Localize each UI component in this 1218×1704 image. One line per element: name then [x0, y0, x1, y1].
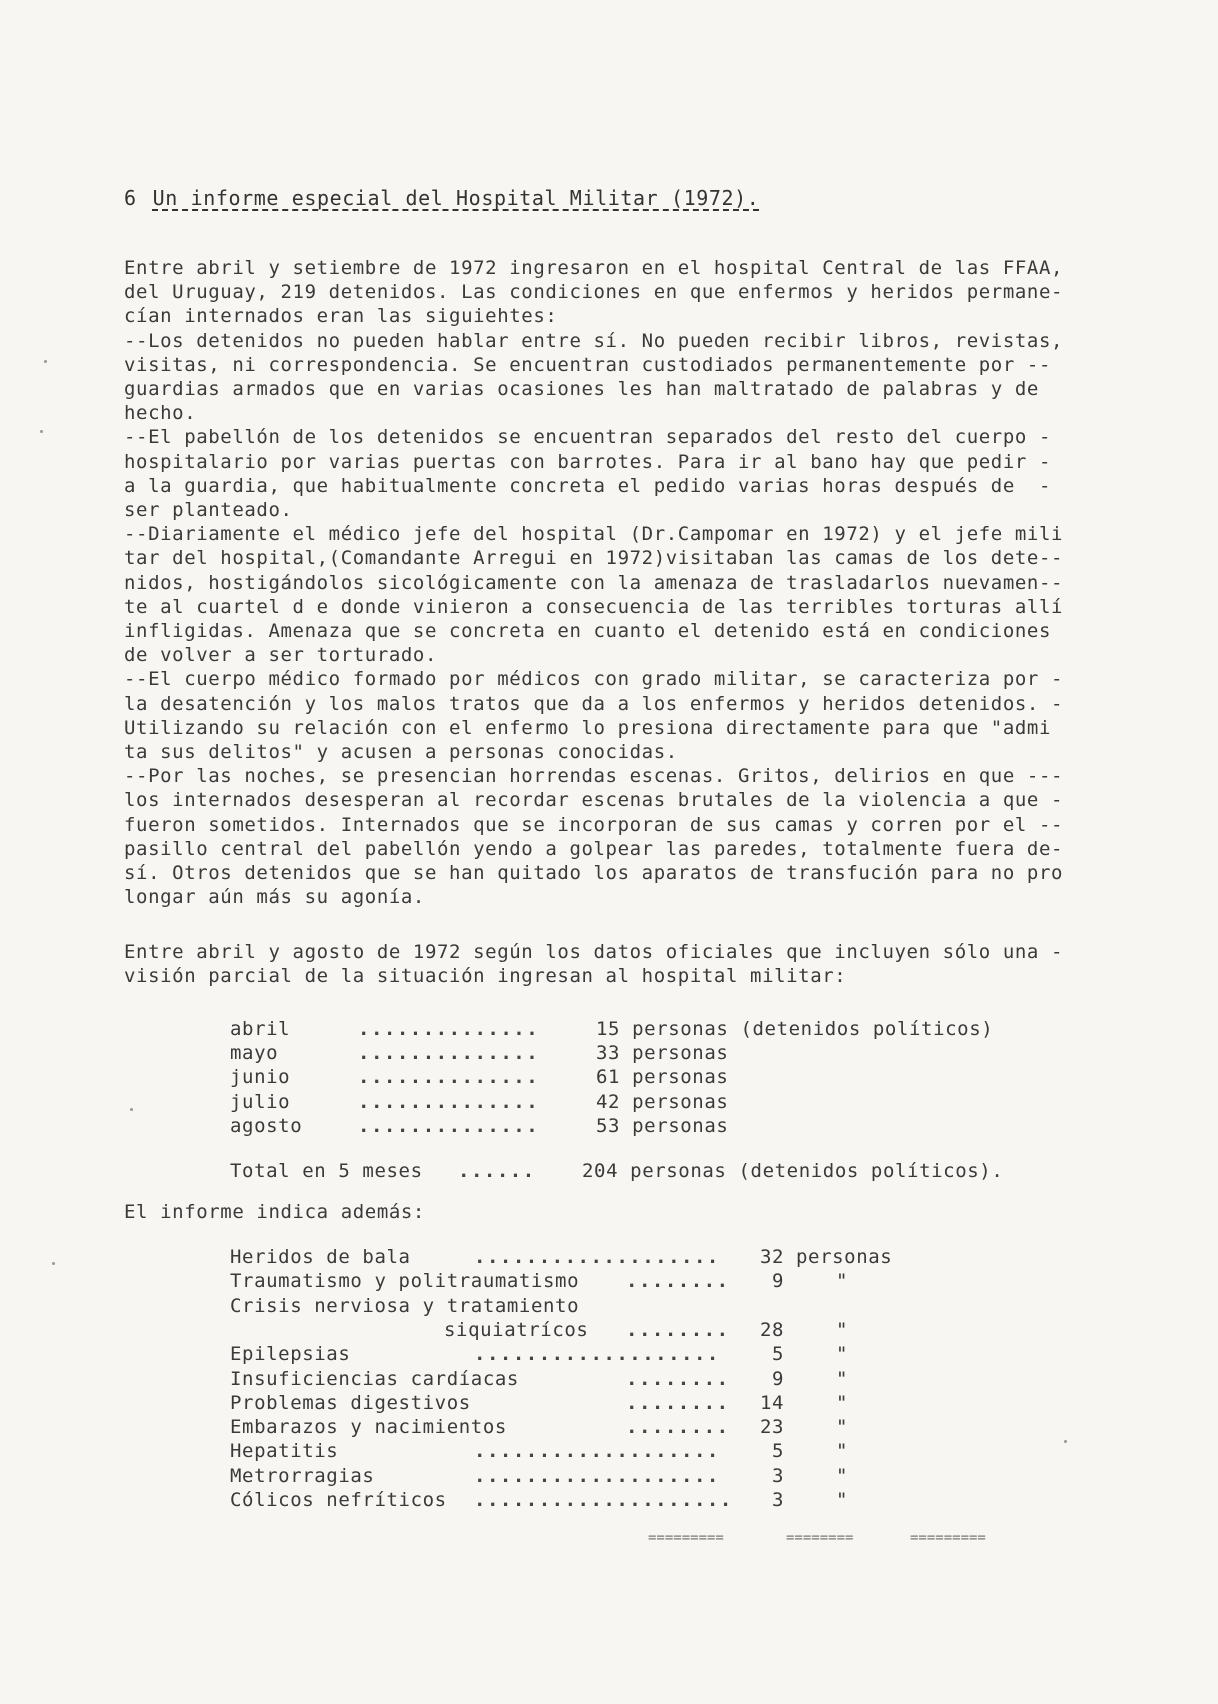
- paragraph-line: los internados desesperan al recordar escenas brutales de la violencia a que -: [124, 789, 1064, 812]
- condition-leader: ...................: [474, 1440, 720, 1463]
- paper-speck: [130, 1108, 133, 1111]
- paragraph-line: --Por las noches, se presencian horrendas escenas. Gritos, delirios en que ---: [124, 765, 1064, 788]
- condition-leader: ....................: [474, 1489, 733, 1511]
- section-heading: [124, 186, 759, 210]
- condition-ditto-mark: ": [836, 1318, 849, 1341]
- condition-leader: ...................: [474, 1464, 720, 1487]
- condition-leader: ........: [626, 1367, 730, 1390]
- paragraph-line: de volver a ser torturado.: [124, 644, 438, 667]
- paper-speck: [52, 1262, 55, 1265]
- condition-value: 23: [760, 1416, 785, 1439]
- condition-label: Epilepsias: [230, 1343, 351, 1366]
- admissions-leader: ..............: [358, 1090, 540, 1113]
- condition-label: Traumatismo y politraumatismo: [230, 1270, 580, 1293]
- condition-leader: ...................: [474, 1343, 720, 1366]
- admissions-leader: ..............: [358, 1018, 540, 1040]
- condition-leader: ........: [626, 1318, 730, 1341]
- condition-value: 9: [772, 1270, 785, 1293]
- condition-label: Insuficiencias cardíacas: [230, 1367, 519, 1390]
- admissions-leader: ..............: [358, 1066, 540, 1089]
- condition-value: 14: [760, 1391, 785, 1414]
- admissions-total-leader: ......: [458, 1160, 536, 1182]
- condition-label: Hepatitis: [230, 1440, 339, 1463]
- condition-label: Cólicos nefríticos: [230, 1489, 447, 1511]
- condition-value: 9: [772, 1367, 785, 1390]
- condition-leader: ........: [626, 1416, 730, 1439]
- paragraph-line: fueron sometidos. Internados que se incorporan de sus camas y corren por el --: [124, 813, 1064, 836]
- paragraph-line: visión parcial de la situación ingresan al hospital militar:: [124, 965, 847, 988]
- section-title: Un informe especial del Hospital Militar (1972).: [152, 186, 760, 210]
- condition-ditto-mark: ": [836, 1391, 849, 1414]
- divider-rule-3: =========: [910, 1530, 986, 1546]
- admissions-value: 33 personas: [596, 1042, 729, 1065]
- paragraph-line: --Diariamente el médico jefe del hospital (Dr.Campomar en 1972) y el jefe mili: [124, 523, 1064, 546]
- condition-value: 32: [760, 1246, 785, 1268]
- condition-value: 3: [772, 1489, 785, 1511]
- condition-ditto-mark: ": [836, 1489, 849, 1511]
- admissions-value: 53 personas: [596, 1114, 729, 1137]
- admissions-leader: ..............: [358, 1042, 540, 1065]
- paragraph-line: cían internados eran las siguiehtes:: [124, 305, 558, 328]
- paragraph-line: ser planteado.: [124, 499, 293, 522]
- admissions-month: julio: [230, 1090, 291, 1113]
- divider-rule-2: ========: [786, 1530, 854, 1546]
- condition-value: 3: [772, 1464, 785, 1487]
- condition-ditto-mark: ": [836, 1440, 849, 1463]
- condition-label: Problemas digestivos: [230, 1391, 471, 1414]
- paragraph-line: --El cuerpo médico formado por médicos con grado militar, se caracteriza por -: [124, 668, 1064, 691]
- admissions-month: mayo: [230, 1042, 279, 1065]
- condition-ditto-mark: ": [836, 1464, 849, 1487]
- paragraph-line: infligidas. Amenaza que se concreta en cuanto el detenido está en condiciones: [124, 620, 1051, 643]
- paragraph-line: ta sus delitos" y acusen a personas conocidas.: [124, 741, 678, 764]
- admissions-value: 42 personas: [596, 1090, 729, 1113]
- paragraph-line: hecho.: [124, 402, 197, 425]
- admissions-month: abril: [230, 1018, 291, 1040]
- condition-label: siquiatrícos: [444, 1318, 589, 1341]
- condition-ditto-mark: ": [836, 1367, 849, 1390]
- condition-ditto-mark: ": [836, 1343, 849, 1366]
- condition-ditto-mark: ": [836, 1416, 849, 1439]
- condition-label: Crisis nerviosa y tratamiento: [230, 1294, 580, 1317]
- paragraph-line: longar aún más su agonía.: [124, 886, 425, 909]
- condition-unit: personas: [796, 1246, 893, 1268]
- paragraph-line: pasillo central del pabellón yendo a golpear las paredes, totalmente fuera de-: [124, 837, 1064, 860]
- paragraph-line: --Los detenidos no pueden hablar entre sí. No pueden recibir libros, revistas,: [124, 329, 1064, 352]
- condition-ditto-mark: ": [836, 1270, 849, 1293]
- condition-label: Metrorragias: [230, 1464, 375, 1487]
- body-paragraph-official-data: [124, 940, 1114, 988]
- paragraph-line: la desatención y los malos tratos que da a los enfermos y heridos detenidos. -: [124, 692, 1064, 715]
- paper-speck: [40, 430, 43, 433]
- condition-leader: ........: [626, 1391, 730, 1414]
- admissions-total-value: 204 personas (detenidos políticos).: [582, 1160, 1004, 1182]
- paragraph-line: guardias armados que en varias ocasiones les han maltratado de palabras y de: [124, 378, 1039, 401]
- paragraph-line: te al cuartel d e donde vinieron a consecuencia de las terribles torturas allí: [124, 595, 1064, 618]
- paragraph-line: --El pabellón de los detenidos se encuentran separados del resto del cuerpo -: [124, 426, 1051, 449]
- divider-rule-1: =========: [648, 1530, 724, 1546]
- report-intro: El informe indica además:: [124, 1201, 425, 1223]
- admissions-value: 15 personas (detenidos políticos): [596, 1018, 994, 1040]
- paragraph-line: visitas, ni correspondencia. Se encuentran custodiados permanentemente por --: [124, 353, 1051, 376]
- paragraph-line: Entre abril y setiembre de 1972 ingresaron en el hospital Central de las FFAA,: [124, 257, 1064, 279]
- admissions-value: 61 personas: [596, 1066, 729, 1089]
- condition-value: 5: [772, 1440, 785, 1463]
- paragraph-line: del Uruguay, 219 detenidos. Las condiciones en que enfermos y heridos permane-: [124, 281, 1064, 304]
- paragraph-line: sí. Otros detenidos que se han quitado los aparatos de transfución para no pro: [124, 862, 1064, 885]
- condition-value: 5: [772, 1343, 785, 1366]
- paragraph-line: nidos, hostigándolos sicológicamente con la amenaza de trasladarlos nuevamen--: [124, 571, 1064, 594]
- paragraph-line: a la guardia, que habitualmente concreta el pedido varias horas después de -: [124, 474, 1051, 497]
- paragraph-line: tar del hospital,(Comandante Arregui en 1972)visitaban las camas de los dete--: [124, 547, 1064, 570]
- condition-leader: ...................: [474, 1246, 720, 1268]
- paragraph-line: Utilizando su relación con el enfermo lo presiona directamente para que "admi: [124, 716, 1051, 739]
- admissions-leader: ..............: [358, 1114, 540, 1137]
- condition-label: Embarazos y nacimientos: [230, 1416, 507, 1439]
- paragraph-line: Entre abril y agosto de 1972 según los datos oficiales que incluyen sólo una -: [124, 941, 1064, 963]
- condition-leader: ........: [626, 1270, 730, 1293]
- condition-label: Heridos de bala: [230, 1246, 411, 1268]
- paragraph-line: hospitalario por varias puertas con barrotes. Para ir al bano hay que pedir -: [124, 450, 1051, 473]
- paper-speck: [44, 360, 47, 363]
- admissions-month: junio: [230, 1066, 291, 1089]
- body-paragraph-conditions: [124, 256, 1114, 909]
- paper-speck: [1064, 1440, 1067, 1443]
- admissions-month: agosto: [230, 1114, 303, 1137]
- condition-value: 28: [760, 1318, 785, 1341]
- admissions-total-label: Total en 5 meses: [230, 1160, 423, 1182]
- section-number: 6: [124, 186, 137, 210]
